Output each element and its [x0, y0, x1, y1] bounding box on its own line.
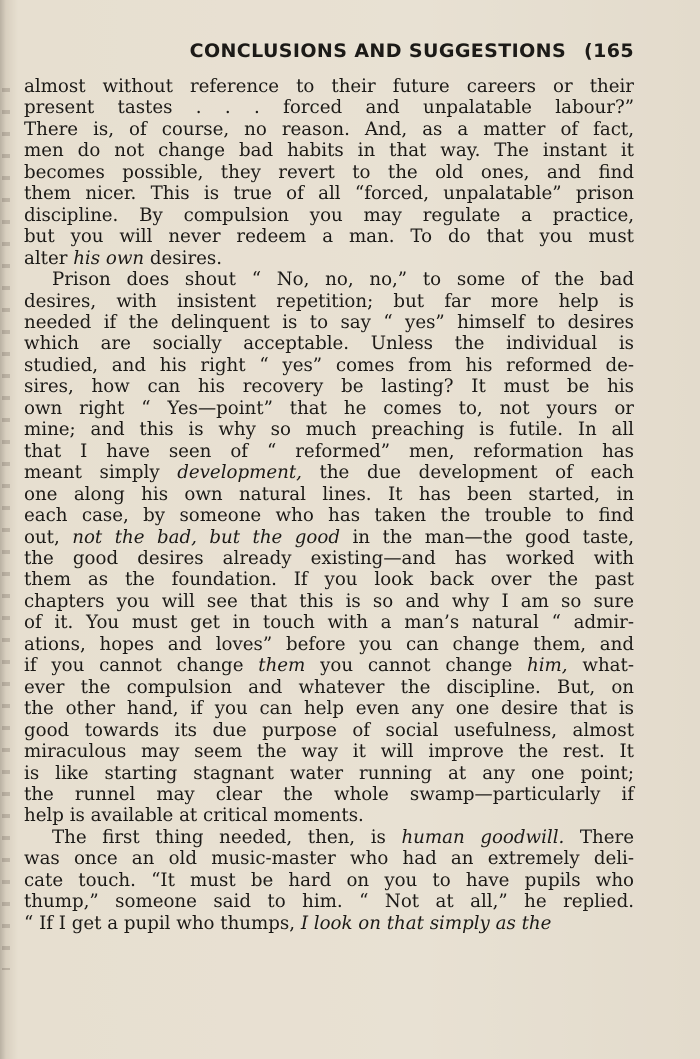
text-line [24, 269, 634, 290]
text-line [24, 805, 634, 826]
text-line [24, 891, 634, 912]
text-line [24, 248, 634, 269]
text-line [24, 741, 634, 762]
text-run: cate touch. “It must be hard on you to have pupils who [24, 869, 634, 891]
text-run: help is available at critical moments. [24, 805, 364, 827]
text-run: in the man—the good taste, [339, 526, 634, 548]
text-run: miraculous may seem the way it will improve the rest. It [24, 741, 634, 763]
text-run: them as the foundation. If you look back over the past [24, 569, 634, 591]
text-run: one along his own natural lines. It has been started, in [24, 483, 634, 505]
text-run: out, [24, 526, 73, 548]
text-run: them nicer. This is true of all “forced, unpalatable” prison [24, 183, 634, 205]
text-line [24, 870, 634, 891]
text-line [24, 441, 634, 462]
italic-text: development, [177, 462, 302, 484]
text-line [24, 119, 634, 140]
text-run: becomes possible, they revert to the old ones, and find [24, 161, 634, 183]
binding-gutter [2, 70, 10, 970]
text-run: desires. [144, 247, 223, 269]
text-run: the other hand, if you can help even any one desire that is [24, 698, 634, 720]
text-run: desires, with insistent repetition; but far more help is [24, 290, 634, 312]
text-line [24, 355, 634, 376]
text-run: alter [24, 247, 74, 269]
text-line [24, 484, 634, 505]
text-run: is like starting stagnant water running at any one point; [24, 762, 634, 784]
text-line [24, 97, 634, 118]
text-run: the good desires already existing—and has worked with [24, 547, 634, 569]
text-run: thump,” someone said to him. “ Not at all,” he replied. [24, 891, 634, 913]
text-line [24, 913, 634, 934]
paragraph [24, 827, 634, 934]
text-line [24, 784, 634, 805]
italic-text: human goodwill. [401, 826, 565, 848]
text-line [24, 333, 634, 354]
text-run: mine; and this is why so much preaching is futile. In all [24, 419, 634, 441]
text-line [24, 569, 634, 590]
text-run: There is, of course, no reason. And, as a matter of fact, [24, 118, 634, 140]
text-run: that I have seen of “ reformed” men, reformation has [24, 440, 634, 462]
text-run: which are socially acceptable. Unless the individual is [24, 333, 634, 355]
text-line [24, 312, 634, 333]
text-line [24, 612, 634, 633]
text-line [24, 183, 634, 204]
text-line [24, 591, 634, 612]
text-line [24, 505, 634, 526]
italic-text: not the bad, but the good [72, 526, 340, 548]
text-run: Prison does shout “ No, no, no,” to some of the bad [52, 269, 634, 291]
text-line [24, 848, 634, 869]
text-run: the due development of each [301, 462, 634, 484]
text-line [24, 827, 634, 848]
text-line [24, 634, 634, 655]
body-text [24, 76, 634, 934]
text-run: what- [567, 655, 634, 677]
text-run: the runnel may clear the whole swamp—particularly if [24, 783, 634, 805]
text-line [24, 655, 634, 676]
text-line [24, 140, 634, 161]
text-line [24, 720, 634, 741]
text-line [24, 205, 634, 226]
italic-text: him, [527, 655, 568, 677]
text-run: you cannot change [305, 655, 528, 677]
text-run: but you will never redeem a man. To do that you must [24, 226, 634, 248]
text-line [24, 76, 634, 97]
text-run: sires, how can his recovery be lasting? It must be his [24, 376, 634, 398]
text-line [24, 226, 634, 247]
text-run: good towards its due purpose of social usefulness, almost [24, 719, 634, 741]
text-line [24, 419, 634, 440]
text-run: present tastes . . . forced and unpalatable labour?” [24, 97, 634, 119]
text-run: meant simply [24, 462, 178, 484]
text-line [24, 291, 634, 312]
text-run: studied, and his right “ yes” comes from his reformed de- [24, 354, 634, 376]
italic-text: his own [73, 247, 145, 269]
text-run: own right “ Yes—point” that he comes to, not yours or [24, 397, 634, 419]
text-run: “ If I get a pupil who thumps, [24, 912, 301, 934]
text-line [24, 548, 634, 569]
text-line [24, 162, 634, 183]
text-run: The first thing needed, then, is [52, 826, 402, 848]
text-run: chapters you will see that this is so and why I am so sure [24, 590, 634, 612]
text-line [24, 462, 634, 483]
text-run: ever the compulsion and whatever the discipline. But, on [24, 676, 634, 698]
text-run: almost without reference to their future careers or their [24, 76, 634, 97]
paragraph [24, 269, 634, 827]
italic-text: them [258, 655, 306, 677]
running-header [190, 40, 634, 62]
text-run: ations, hopes and loves” before you can change them, and [24, 633, 634, 655]
text-line [24, 398, 634, 419]
text-run: each case, by someone who has taken the trouble to find [24, 505, 634, 527]
text-line [24, 376, 634, 397]
text-line [24, 698, 634, 719]
text-run: There [564, 826, 634, 848]
chapter-title: CONCLUSIONS AND SUGGESTIONS [189, 40, 567, 62]
text-run: discipline. By compulsion you may regulate a practice, [24, 204, 634, 226]
text-run: was once an old music-master who had an extremely deli- [24, 848, 634, 870]
text-run: of it. You must get in touch with a man’s natural “ admir- [24, 612, 634, 634]
text-line [24, 677, 634, 698]
italic-text: I look on that simply as the [300, 912, 552, 934]
page-number: (165 [584, 40, 634, 62]
text-line [24, 763, 634, 784]
text-run: men do not change bad habits in that way. The instant it [24, 140, 634, 162]
paragraph [24, 76, 634, 269]
text-run: if you cannot change [24, 655, 259, 677]
text-line [24, 527, 634, 548]
text-run: needed if the delinquent is to say “ yes” himself to desires [24, 311, 634, 333]
